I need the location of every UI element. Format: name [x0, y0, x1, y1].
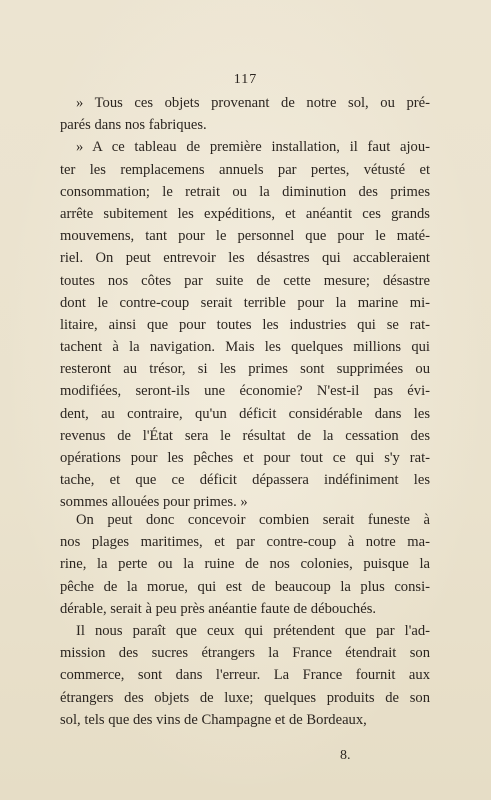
- text-line: parés dans nos fabriques.: [60, 117, 207, 134]
- signature-mark: 8.: [340, 748, 351, 763]
- text-line: resteront au trésor, si les primes sont supprimées ou: [60, 361, 430, 378]
- text-line: mission des sucres étrangers la France étendrait son: [60, 645, 430, 662]
- text-line: rine, la perte ou la ruine de nos colonies, puisque la: [60, 556, 430, 573]
- text-line: opérations pour les pêches et pour tout ce qui s'y rat-: [60, 450, 430, 466]
- paragraph: [60, 620, 430, 731]
- text-block-bottom: [60, 509, 430, 731]
- text-line: riel. On peut entrevoir les désastres qui accableraient: [60, 250, 430, 267]
- text-line: dont le contre-coup serait terrible pour la marine mi-: [60, 294, 430, 311]
- text-line: sol, tels que des vins de Champagne et de Bordeaux,: [60, 711, 367, 728]
- text-line: commerce, sont dans l'erreur. La France fournit aux: [60, 667, 430, 684]
- text-line: Il nous paraît que ceux qui prétendent que par l'ad-: [76, 622, 430, 639]
- page-number: 117: [233, 72, 258, 87]
- text-line: mouvemens, tant pour le personnel que pour le maté-: [60, 228, 430, 245]
- text-line: tache, et que ce déficit dépassera indéfiniment les: [60, 472, 430, 489]
- text-line: revenus de l'État sera le résultat de la cessation des: [60, 427, 430, 444]
- text-line: étrangers des objets de luxe; quelques produits de son: [60, 689, 430, 706]
- text-line: dent, au contraire, qu'un déficit considérable dans les: [60, 405, 430, 422]
- text-line: consommation; le retrait ou la diminution des primes: [60, 183, 430, 200]
- text-line: arrête subitement les expéditions, et anéantit ces grands: [60, 205, 430, 222]
- text-line: dérable, serait à peu près anéantie faute de débouchés.: [60, 600, 377, 617]
- text-line: » A ce tableau de première installation, il faut ajou-: [76, 139, 430, 156]
- text-line: nos plages maritimes, et par contre-coup à notre ma-: [60, 534, 430, 551]
- text-line: toutes nos côtes par suite de cette mesure; désastre: [60, 272, 430, 289]
- text-line: litaire, ainsi que pour toutes les industries qui se rat-: [60, 316, 430, 333]
- text-line: tachent à la navigation. Mais les quelques millions qui: [60, 339, 430, 356]
- text-line: On peut donc concevoir combien serait funeste à: [76, 512, 430, 528]
- text-line: pêche de la morue, qui est de beaucoup la plus consi-: [60, 578, 430, 595]
- text-line: sommes allouées pour primes. »: [60, 494, 248, 511]
- text-line: » Tous ces objets provenant de notre sol, ou pré-: [76, 95, 430, 111]
- paragraph: [60, 92, 430, 136]
- text-line: ter les remplacemens annuels par pertes, vétusté et: [60, 161, 430, 178]
- paragraph: [60, 136, 430, 513]
- paragraph: [60, 509, 430, 620]
- text-block-top: [60, 92, 430, 514]
- text-line: modifiées, seront-ils une économie? N'est-il pas évi-: [60, 383, 430, 400]
